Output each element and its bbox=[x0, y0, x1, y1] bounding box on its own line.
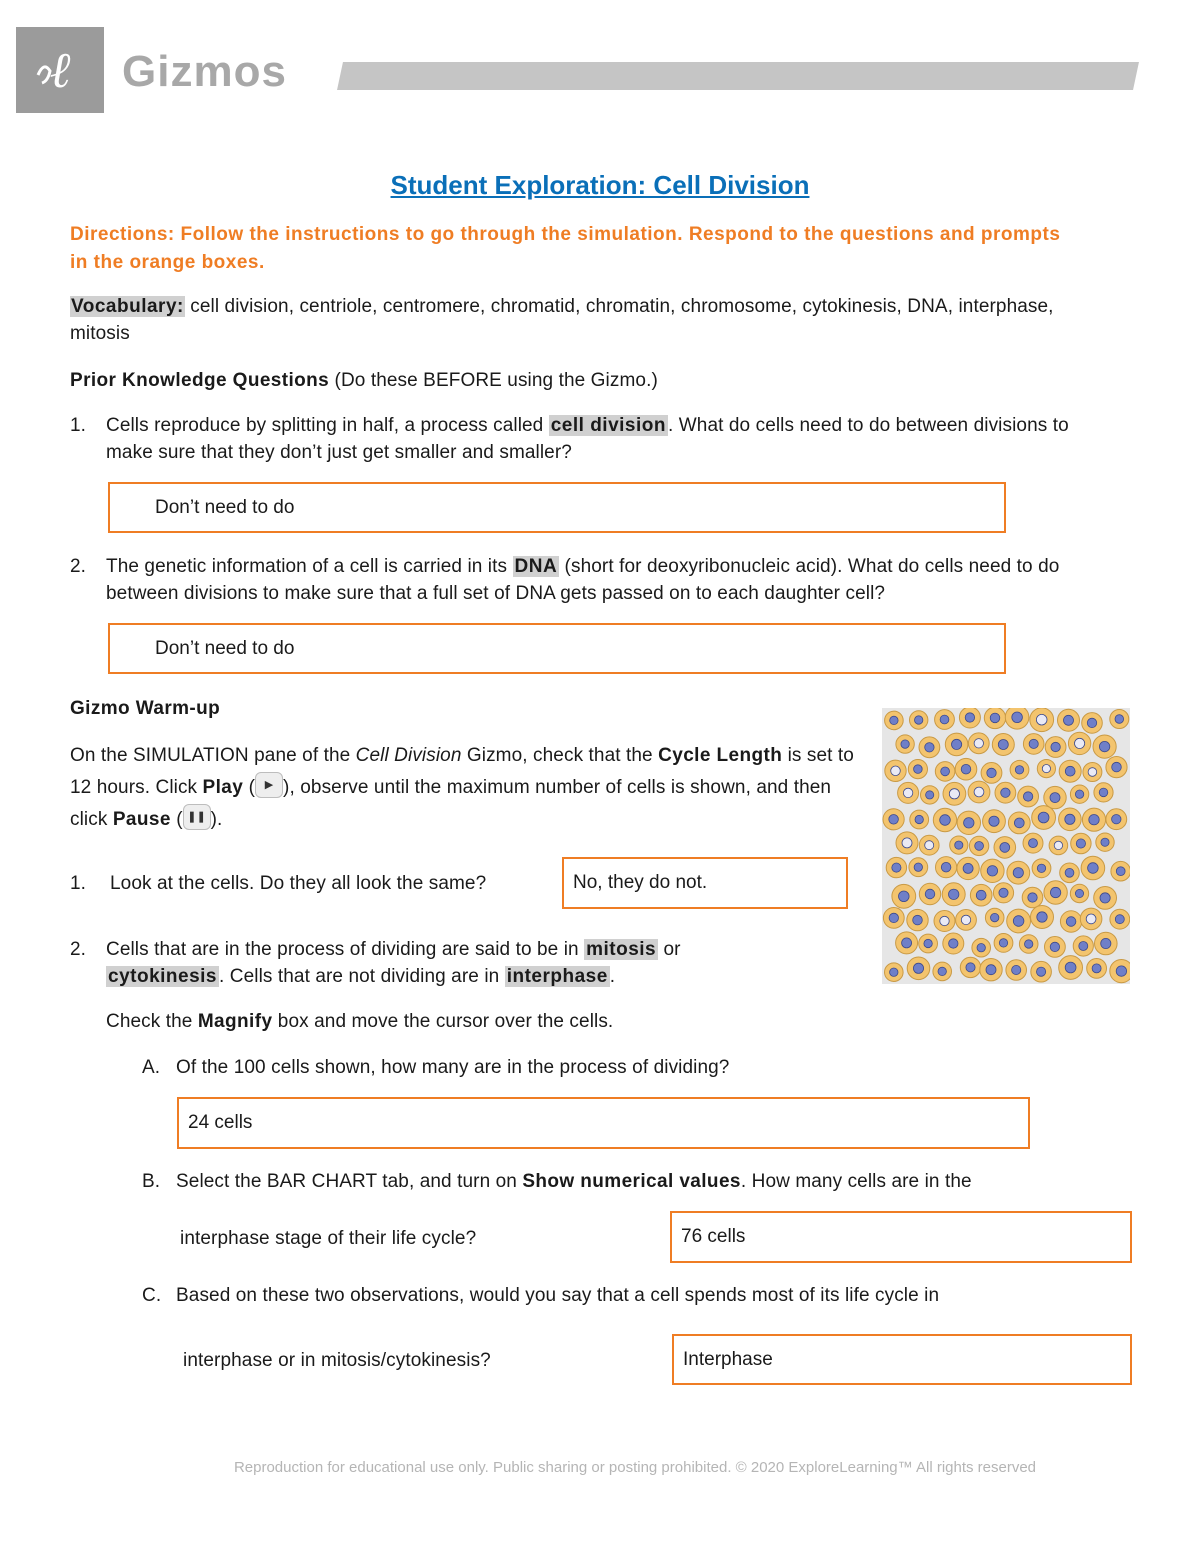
cell-icon bbox=[1093, 735, 1116, 758]
qb-pre: Select the BAR CHART tab, and turn on bbox=[176, 1171, 523, 1192]
cell-icon bbox=[933, 808, 956, 831]
cell-icon bbox=[1059, 760, 1081, 782]
cell-icon bbox=[892, 884, 916, 908]
cell-icon bbox=[970, 884, 992, 906]
cell-icon bbox=[945, 733, 968, 756]
play-icon: ▶ bbox=[255, 772, 283, 798]
cell-icon bbox=[1030, 708, 1054, 732]
cell-icon bbox=[908, 760, 927, 779]
cell-icon bbox=[1111, 861, 1130, 881]
cell-icon bbox=[1037, 760, 1055, 778]
cell-icon bbox=[1023, 734, 1044, 755]
warmup-p7: ). bbox=[210, 809, 223, 830]
warmup-heading: Gizmo Warm-up bbox=[70, 698, 221, 719]
cell-icon bbox=[968, 733, 989, 754]
q2-post: (short for deoxyribonucleic acid). What do cells need to do between divisions to make sure that a full set of DNA gets passed on to each daughter cell? bbox=[106, 556, 1060, 604]
footer-copyright: Reproduction for educational use only. Public sharing or posting prohibited. © 2020 ExploreLearning™ All rights reserved bbox=[233, 1459, 1037, 1476]
vocabulary-paragraph bbox=[70, 293, 1070, 347]
cell-icon bbox=[1022, 887, 1043, 908]
cell-icon bbox=[1106, 809, 1127, 830]
cell-icon bbox=[1005, 708, 1029, 729]
cell-icon bbox=[1106, 757, 1127, 778]
cell-icon bbox=[1068, 732, 1090, 754]
cell-icon bbox=[994, 934, 1013, 953]
qa-answer-box[interactable] bbox=[177, 1097, 1030, 1149]
cell-icon bbox=[1019, 935, 1038, 954]
warmup-pause-label: Pause bbox=[112, 809, 171, 830]
cell-icon bbox=[885, 711, 904, 730]
page-title: Student Exploration: Cell Division bbox=[390, 170, 810, 200]
pause-icon: ❚❚ bbox=[183, 804, 211, 830]
cell-icon bbox=[910, 711, 928, 729]
cell-icon bbox=[1082, 713, 1103, 734]
cell-icon bbox=[1010, 760, 1029, 779]
warmup-p1: On the SIMULATION pane of the bbox=[70, 745, 356, 766]
prior-knowledge-heading bbox=[70, 367, 658, 394]
cell-icon bbox=[907, 957, 930, 980]
cell-icon bbox=[1094, 783, 1113, 802]
prior-q1-answer: Don’t need to do bbox=[155, 496, 295, 518]
cell-icon bbox=[957, 811, 980, 834]
term-cytokinesis: cytokinesis bbox=[108, 966, 217, 987]
cell-icon bbox=[919, 737, 940, 758]
term-cell-division: cell division bbox=[550, 415, 666, 436]
cell-icon bbox=[1060, 863, 1080, 883]
cell-icon bbox=[995, 782, 1016, 803]
cell-icon bbox=[1082, 808, 1105, 831]
cell-icon bbox=[1049, 836, 1068, 855]
cell-icon bbox=[935, 710, 955, 730]
cell-icon bbox=[896, 832, 918, 854]
cell-icon bbox=[1018, 786, 1039, 807]
cell-icon bbox=[950, 836, 968, 854]
q2-c: . Cells that are not dividing are in bbox=[219, 966, 505, 987]
cell-icon bbox=[980, 959, 1002, 981]
warmup-p6: ( bbox=[170, 809, 183, 830]
cell-icon bbox=[1059, 956, 1083, 980]
cell-icon bbox=[1007, 909, 1031, 933]
qb-text bbox=[176, 1168, 1076, 1195]
q1-pre: Cells reproduce by splitting in half, a process called bbox=[106, 415, 549, 436]
term-interphase: interphase bbox=[506, 966, 608, 987]
warmup-q2-number: 2. bbox=[70, 939, 87, 960]
vocabulary-label: Vocabulary: bbox=[71, 296, 184, 317]
prior-q2-answer: Don’t need to do bbox=[155, 637, 295, 659]
cell-icon bbox=[1031, 906, 1054, 929]
cell-icon bbox=[934, 911, 955, 932]
cell-icon bbox=[1044, 786, 1066, 808]
brand-name: Gizmos bbox=[122, 47, 287, 96]
cell-icon bbox=[1060, 911, 1081, 932]
warmup-play-label: Play bbox=[202, 777, 244, 798]
qc-answer: Interphase bbox=[683, 1348, 773, 1370]
cell-icon bbox=[957, 857, 979, 879]
header-bar bbox=[337, 62, 1139, 90]
cell-icon bbox=[1094, 887, 1117, 910]
cell-icon bbox=[1070, 884, 1088, 902]
warmup-cycle-length: Cycle Length bbox=[658, 745, 783, 766]
prior-q1-text bbox=[106, 412, 1076, 466]
cell-icon bbox=[956, 910, 977, 931]
qc-line2: interphase or in mitosis/cytokinesis? bbox=[183, 1350, 491, 1371]
cell-icon bbox=[1007, 861, 1030, 884]
cell-icon bbox=[983, 810, 1006, 833]
cell-icon bbox=[919, 934, 938, 953]
prior-q1-number: 1. bbox=[70, 415, 87, 436]
qc-answer-box[interactable] bbox=[672, 1334, 1132, 1385]
cell-icon bbox=[1080, 908, 1102, 930]
magnify-label: Magnify bbox=[197, 1011, 273, 1032]
qb-line2: interphase stage of their life cycle? bbox=[180, 1228, 477, 1249]
cell-icon bbox=[1058, 709, 1080, 731]
prior-q2-text bbox=[106, 553, 1126, 607]
qa-letter: A. bbox=[142, 1057, 161, 1078]
cell-icon bbox=[1045, 937, 1066, 958]
cell-icon bbox=[1008, 812, 1030, 834]
cell-icon bbox=[919, 883, 940, 904]
q2-b: or bbox=[658, 939, 681, 960]
cell-icon bbox=[959, 708, 980, 728]
cell-icon bbox=[898, 782, 919, 803]
check-post: box and move the cursor over the cells. bbox=[272, 1011, 614, 1032]
cell-icon bbox=[919, 835, 939, 855]
prior-heading-bold: Prior Knowledge Questions bbox=[70, 370, 330, 391]
cell-icon bbox=[1095, 932, 1118, 955]
warmup-p5: ), observe until the maximum number of cells is shown, and then click bbox=[70, 777, 832, 830]
logo-glyph-icon bbox=[16, 27, 104, 113]
cell-icon bbox=[985, 908, 1004, 927]
qa-text: Of the 100 cells shown, how many are in the process of dividing? bbox=[176, 1057, 730, 1078]
warmup-q1-answer: No, they do not. bbox=[573, 872, 708, 893]
warmup-instructions bbox=[70, 740, 860, 836]
warmup-q1-text: Look at the cells. Do they all look the same? bbox=[110, 873, 487, 894]
cell-icon bbox=[1032, 806, 1056, 830]
warmup-p3: is set to 12 hours. Click bbox=[70, 745, 854, 798]
cell-icon bbox=[942, 883, 965, 906]
term-mitosis: mitosis bbox=[586, 939, 657, 960]
cell-icon bbox=[885, 760, 906, 781]
q2-a: Cells that are in the process of dividing are said to be in bbox=[106, 939, 585, 960]
cell-icon bbox=[896, 735, 914, 753]
cell-icon bbox=[1032, 859, 1051, 878]
cell-icon bbox=[885, 963, 904, 982]
cell-icon bbox=[909, 858, 928, 877]
cell-icon bbox=[1087, 959, 1107, 979]
cell-icon bbox=[1110, 710, 1129, 729]
check-pre: Check the bbox=[106, 1011, 198, 1032]
gizmos-logo bbox=[16, 27, 104, 113]
warmup-q1-number: 1. bbox=[70, 873, 87, 894]
cell-icon bbox=[1081, 856, 1105, 880]
warmup-p4: ( bbox=[243, 777, 256, 798]
cell-icon bbox=[943, 933, 964, 954]
cell-icon bbox=[933, 962, 952, 981]
cell-icon bbox=[981, 859, 1004, 882]
qb-letter: B. bbox=[142, 1171, 161, 1192]
cell-icon bbox=[1070, 785, 1088, 803]
q1-post: . What do cells need to do between divisions to make sure that they don’t just get smaller and smaller? bbox=[106, 415, 1069, 463]
qa-answer: 24 cells bbox=[188, 1112, 253, 1133]
cell-icon bbox=[992, 734, 1014, 756]
vocabulary-terms: cell division, centriole, centromere, chromatid, chromatin, chromosome, cytokinesis, DNA, interphase, mitosis bbox=[70, 296, 1054, 344]
cell-icon bbox=[1096, 833, 1114, 851]
qb-answer: 76 cells bbox=[681, 1226, 746, 1247]
cell-icon bbox=[883, 809, 904, 830]
cell-icon bbox=[1110, 909, 1130, 929]
warmup-gizmo-name: Cell Division bbox=[355, 745, 462, 766]
cell-icon bbox=[955, 758, 977, 780]
prior-q2-number: 2. bbox=[70, 556, 87, 577]
cell-icon bbox=[981, 763, 1002, 784]
cell-icon bbox=[907, 909, 928, 930]
cell-icon bbox=[1023, 833, 1043, 853]
q2-pre: The genetic information of a cell is carried in its bbox=[106, 556, 513, 577]
warmup-q2-text bbox=[106, 936, 806, 990]
directions-text: Directions: Follow the instructions to go through the simulation. Respond to the questions and prompts in the orange boxes. bbox=[70, 224, 1061, 273]
prior-q1-answer-box[interactable] bbox=[108, 482, 1006, 533]
cell-icon bbox=[883, 908, 904, 929]
cell-icon bbox=[1083, 763, 1102, 782]
cells-simulation-image bbox=[882, 708, 1130, 984]
cell-icon bbox=[969, 836, 988, 855]
cell-icon bbox=[936, 857, 957, 878]
prior-q2-answer-box[interactable] bbox=[108, 623, 1006, 674]
cell-icon bbox=[994, 837, 1016, 859]
cell-icon bbox=[1006, 960, 1027, 981]
cell-icon bbox=[896, 932, 918, 954]
cell-icon bbox=[935, 762, 955, 782]
qc-letter: C. bbox=[142, 1285, 162, 1306]
cell-icon bbox=[1045, 737, 1066, 758]
cell-icon bbox=[943, 782, 966, 805]
qb-show-values: Show numerical values bbox=[522, 1171, 741, 1192]
prior-heading-note: (Do these BEFORE using the Gizmo.) bbox=[329, 370, 658, 391]
qb-answer-box[interactable] bbox=[670, 1211, 1132, 1263]
svg-text:ℓ: ℓ bbox=[49, 41, 71, 99]
cell-icon bbox=[1071, 833, 1091, 853]
magnify-instruction bbox=[106, 1008, 613, 1035]
cell-icon bbox=[968, 781, 990, 803]
cell-icon bbox=[1044, 881, 1067, 904]
cell-icon bbox=[886, 857, 906, 877]
warmup-p2: Gizmo, check that the bbox=[461, 745, 659, 766]
cell-icon bbox=[960, 957, 980, 977]
cell-icon bbox=[921, 786, 939, 804]
cell-icon bbox=[984, 708, 1005, 729]
cell-icon bbox=[910, 810, 929, 829]
cell-icon bbox=[1110, 960, 1130, 983]
cell-icon bbox=[1073, 936, 1093, 956]
cell-icon bbox=[1059, 808, 1082, 831]
term-dna: DNA bbox=[514, 556, 558, 577]
q2-d: . bbox=[609, 966, 616, 987]
warmup-q1-answer-box[interactable] bbox=[562, 857, 848, 909]
cell-icon bbox=[972, 938, 991, 957]
cell-icon bbox=[993, 883, 1013, 903]
qc-text: Based on these two observations, would you say that a cell spends most of its life cycle in bbox=[176, 1285, 940, 1306]
cell-icon bbox=[1031, 961, 1052, 982]
qb-post: . How many cells are in the bbox=[740, 1171, 972, 1192]
